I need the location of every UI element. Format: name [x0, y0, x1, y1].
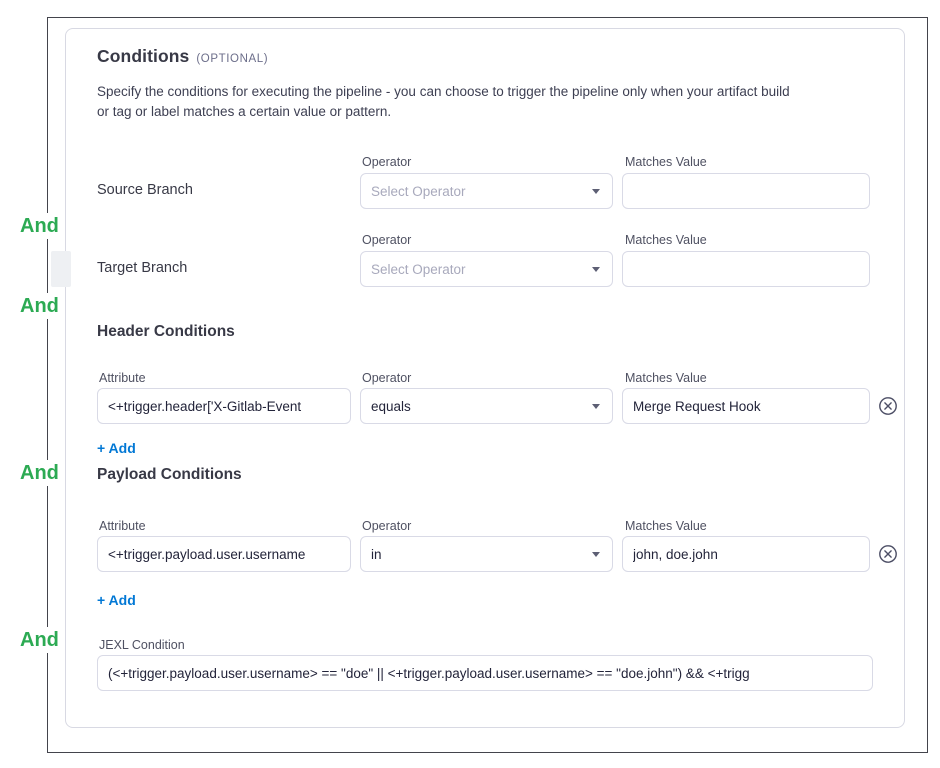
payload-conditions-heading: Payload Conditions	[97, 466, 242, 483]
jexl-condition-label: JEXL Condition	[99, 638, 185, 652]
matches-value-column-label: Matches Value	[625, 155, 707, 169]
operator-column-label: Operator	[362, 519, 412, 533]
attribute-column-label: Attribute	[99, 371, 146, 385]
chevron-down-icon	[592, 267, 600, 272]
jexl-condition-input[interactable]	[97, 655, 873, 691]
payload-operator-value: in	[371, 546, 382, 562]
panel-header	[97, 46, 268, 67]
chevron-down-icon	[592, 552, 600, 557]
payload-operator-select[interactable]	[360, 536, 613, 572]
operator-column-label: Operator	[362, 233, 412, 247]
header-conditions-heading: Header Conditions	[97, 323, 235, 340]
and-connector: And	[19, 293, 65, 319]
left-gutter-artifact	[51, 251, 71, 287]
and-connector: And	[19, 213, 65, 239]
chevron-down-icon	[592, 189, 600, 194]
target-branch-operator-select[interactable]	[360, 251, 613, 287]
circle-cross-icon	[878, 396, 898, 416]
matches-value-column-label: Matches Value	[625, 519, 707, 533]
target-branch-operator-placeholder: Select Operator	[371, 261, 466, 277]
and-connector: And	[19, 460, 65, 486]
source-branch-operator-select[interactable]	[360, 173, 613, 209]
add-payload-condition-link[interactable]: + Add	[97, 592, 136, 608]
operator-column-label: Operator	[362, 155, 412, 169]
and-connector: And	[19, 627, 65, 653]
attribute-column-label: Attribute	[99, 519, 146, 533]
header-matches-value-input[interactable]	[622, 388, 870, 424]
header-condition-row	[97, 388, 351, 424]
header-operator-select[interactable]	[360, 388, 613, 424]
operator-column-label: Operator	[362, 371, 412, 385]
matches-value-column-label: Matches Value	[625, 371, 707, 385]
chevron-down-icon	[592, 404, 600, 409]
delete-payload-condition-button[interactable]	[877, 543, 899, 565]
header-attribute-input[interactable]	[97, 388, 351, 424]
page-title: Conditions	[97, 46, 190, 66]
source-branch-label: Source Branch	[97, 182, 193, 198]
target-branch-label: Target Branch	[97, 260, 188, 276]
source-branch-operator-placeholder: Select Operator	[371, 183, 466, 199]
circle-cross-icon	[878, 544, 898, 564]
panel-description: Specify the conditions for executing the pipeline - you can choose to trigger the pipeline only when your artifact build or tag or label matches a certain value or pattern.	[97, 84, 790, 120]
header-operator-value: equals	[371, 398, 411, 414]
payload-condition-row	[97, 536, 351, 572]
matches-value-column-label: Matches Value	[625, 233, 707, 247]
payload-attribute-input[interactable]	[97, 536, 351, 572]
delete-header-condition-button[interactable]	[877, 395, 899, 417]
optional-tag: (OPTIONAL)	[196, 53, 269, 65]
payload-matches-value-input[interactable]	[622, 536, 870, 572]
add-header-condition-link[interactable]: + Add	[97, 440, 136, 456]
target-branch-matches-value-input[interactable]	[622, 251, 870, 287]
source-branch-matches-value-input[interactable]	[622, 173, 870, 209]
conditions-panel	[65, 28, 905, 728]
